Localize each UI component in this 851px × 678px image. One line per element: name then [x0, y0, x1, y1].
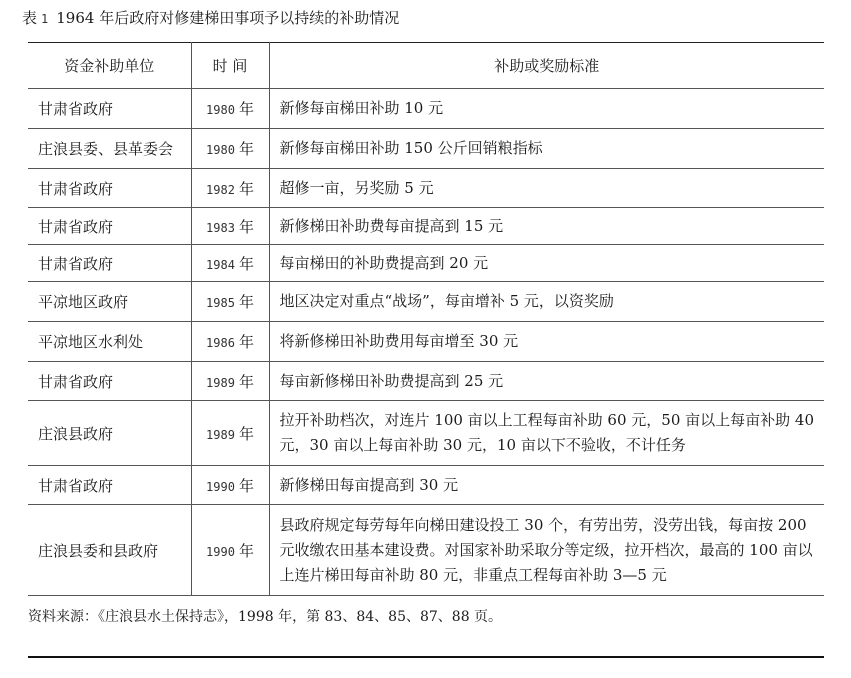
cell-year-suffix: 年 [238, 541, 254, 560]
cell-year: 1980 [206, 103, 235, 117]
subsidy-table [28, 42, 824, 596]
cell-standard: 每亩梯田的补助费提高到 20 元 [269, 245, 824, 282]
bottom-rule [28, 656, 824, 658]
cell-year-suffix: 年 [238, 254, 254, 273]
cell-unit: 庄浪县政府 [28, 401, 191, 466]
cell-year-suffix: 年 [238, 424, 254, 443]
cell-year: 1984 [206, 257, 235, 272]
cell-standard: 拉开补助档次，对连片 100 亩以上工程每亩补助 60 元，50 亩以上每亩补助 40 元，30 亩以上每亩补助 30 元，10 亩以下不验收，不计任务 [269, 401, 824, 466]
table-row [28, 208, 824, 245]
cell-year: 1986 [206, 336, 235, 350]
cell-standard: 每亩新修梯田补助费提高到 25 元 [269, 362, 824, 401]
cell-time [191, 466, 269, 505]
cell-standard: 将新修梯田补助费用每亩增至 30 元 [269, 322, 824, 362]
cell-unit: 甘肃省政府 [28, 208, 191, 245]
cell-year-suffix: 年 [238, 140, 254, 158]
cell-time [191, 282, 269, 322]
cell-standard: 超修一亩，另奖励 5 元 [269, 169, 824, 208]
cell-time [191, 89, 269, 129]
source-note: 资料来源：《庄浪县水土保持志》，1998 年，第 83、84、85、87、88 页。 [28, 609, 503, 625]
table-body [28, 89, 824, 596]
cell-year: 1989 [206, 375, 235, 390]
cell-year: 1985 [206, 296, 235, 310]
cell-year-suffix: 年 [238, 476, 254, 495]
cell-year: 1982 [206, 182, 235, 197]
cell-unit: 庄浪县委和县政府 [28, 505, 191, 596]
cell-year-suffix: 年 [238, 372, 254, 391]
cell-time [191, 401, 269, 466]
cell-unit: 平凉地区政府 [28, 282, 191, 322]
table-row [28, 282, 824, 322]
table-row [28, 169, 824, 208]
cell-standard: 新修梯田补助费每亩提高到 15 元 [269, 208, 824, 245]
cell-standard: 县政府规定每劳每年向梯田建设投工 30 个，有劳出劳，没劳出钱，每亩按 200 元收缴农田基本建设费。对国家补助采取分等定级，拉开档次，最高的 100 亩以上连片梯田每亩补助 80 元，非重点工程每亩补助 3—5 元 [269, 505, 824, 596]
cell-unit: 甘肃省政府 [28, 362, 191, 401]
table-row [28, 362, 824, 401]
cell-time [191, 245, 269, 282]
cell-unit: 甘肃省政府 [28, 169, 191, 208]
cell-unit: 平凉地区水利处 [28, 322, 191, 362]
cell-unit: 甘肃省政府 [28, 89, 191, 129]
table-row [28, 245, 824, 282]
cell-standard: 地区决定对重点“战场”，每亩增补 5 元，以资奖励 [269, 282, 824, 322]
cell-year-suffix: 年 [238, 217, 254, 236]
cell-standard: 新修每亩梯田补助 10 元 [269, 89, 824, 129]
table-row [28, 89, 824, 129]
table-row [28, 466, 824, 505]
header-time: 时 间 [191, 43, 269, 89]
caption-label: 表 [22, 9, 38, 27]
cell-year: 1983 [206, 220, 235, 235]
table-caption [22, 6, 399, 31]
cell-year-suffix: 年 [238, 293, 254, 311]
cell-time [191, 362, 269, 401]
cell-unit: 甘肃省政府 [28, 466, 191, 505]
cell-year: 1989 [206, 427, 235, 442]
table-row [28, 401, 824, 466]
table-header-row [28, 43, 824, 89]
cell-standard: 新修每亩梯田补助 150 公斤回销粮指标 [269, 129, 824, 169]
table-row [28, 322, 824, 362]
cell-year-suffix: 年 [238, 333, 254, 351]
cell-standard: 新修梯田每亩提高到 30 元 [269, 466, 824, 505]
cell-unit: 甘肃省政府 [28, 245, 191, 282]
header-standard: 补助或奖励标准 [269, 43, 824, 89]
cell-time [191, 169, 269, 208]
cell-unit: 庄浪县委、县革委会 [28, 129, 191, 169]
cell-time [191, 129, 269, 169]
cell-time [191, 322, 269, 362]
cell-year: 1990 [206, 544, 235, 559]
caption-number: 1 [41, 12, 49, 26]
table-row [28, 505, 824, 596]
cell-time [191, 208, 269, 245]
cell-time [191, 505, 269, 596]
table-row [28, 129, 824, 169]
caption-title: 1964 年后政府对修建梯田事项予以持续的补助情况 [56, 9, 400, 27]
cell-year-suffix: 年 [238, 100, 254, 118]
header-unit: 资金补助单位 [28, 43, 191, 89]
cell-year-suffix: 年 [238, 179, 254, 198]
cell-year: 1980 [206, 143, 235, 157]
cell-year: 1990 [206, 479, 235, 494]
